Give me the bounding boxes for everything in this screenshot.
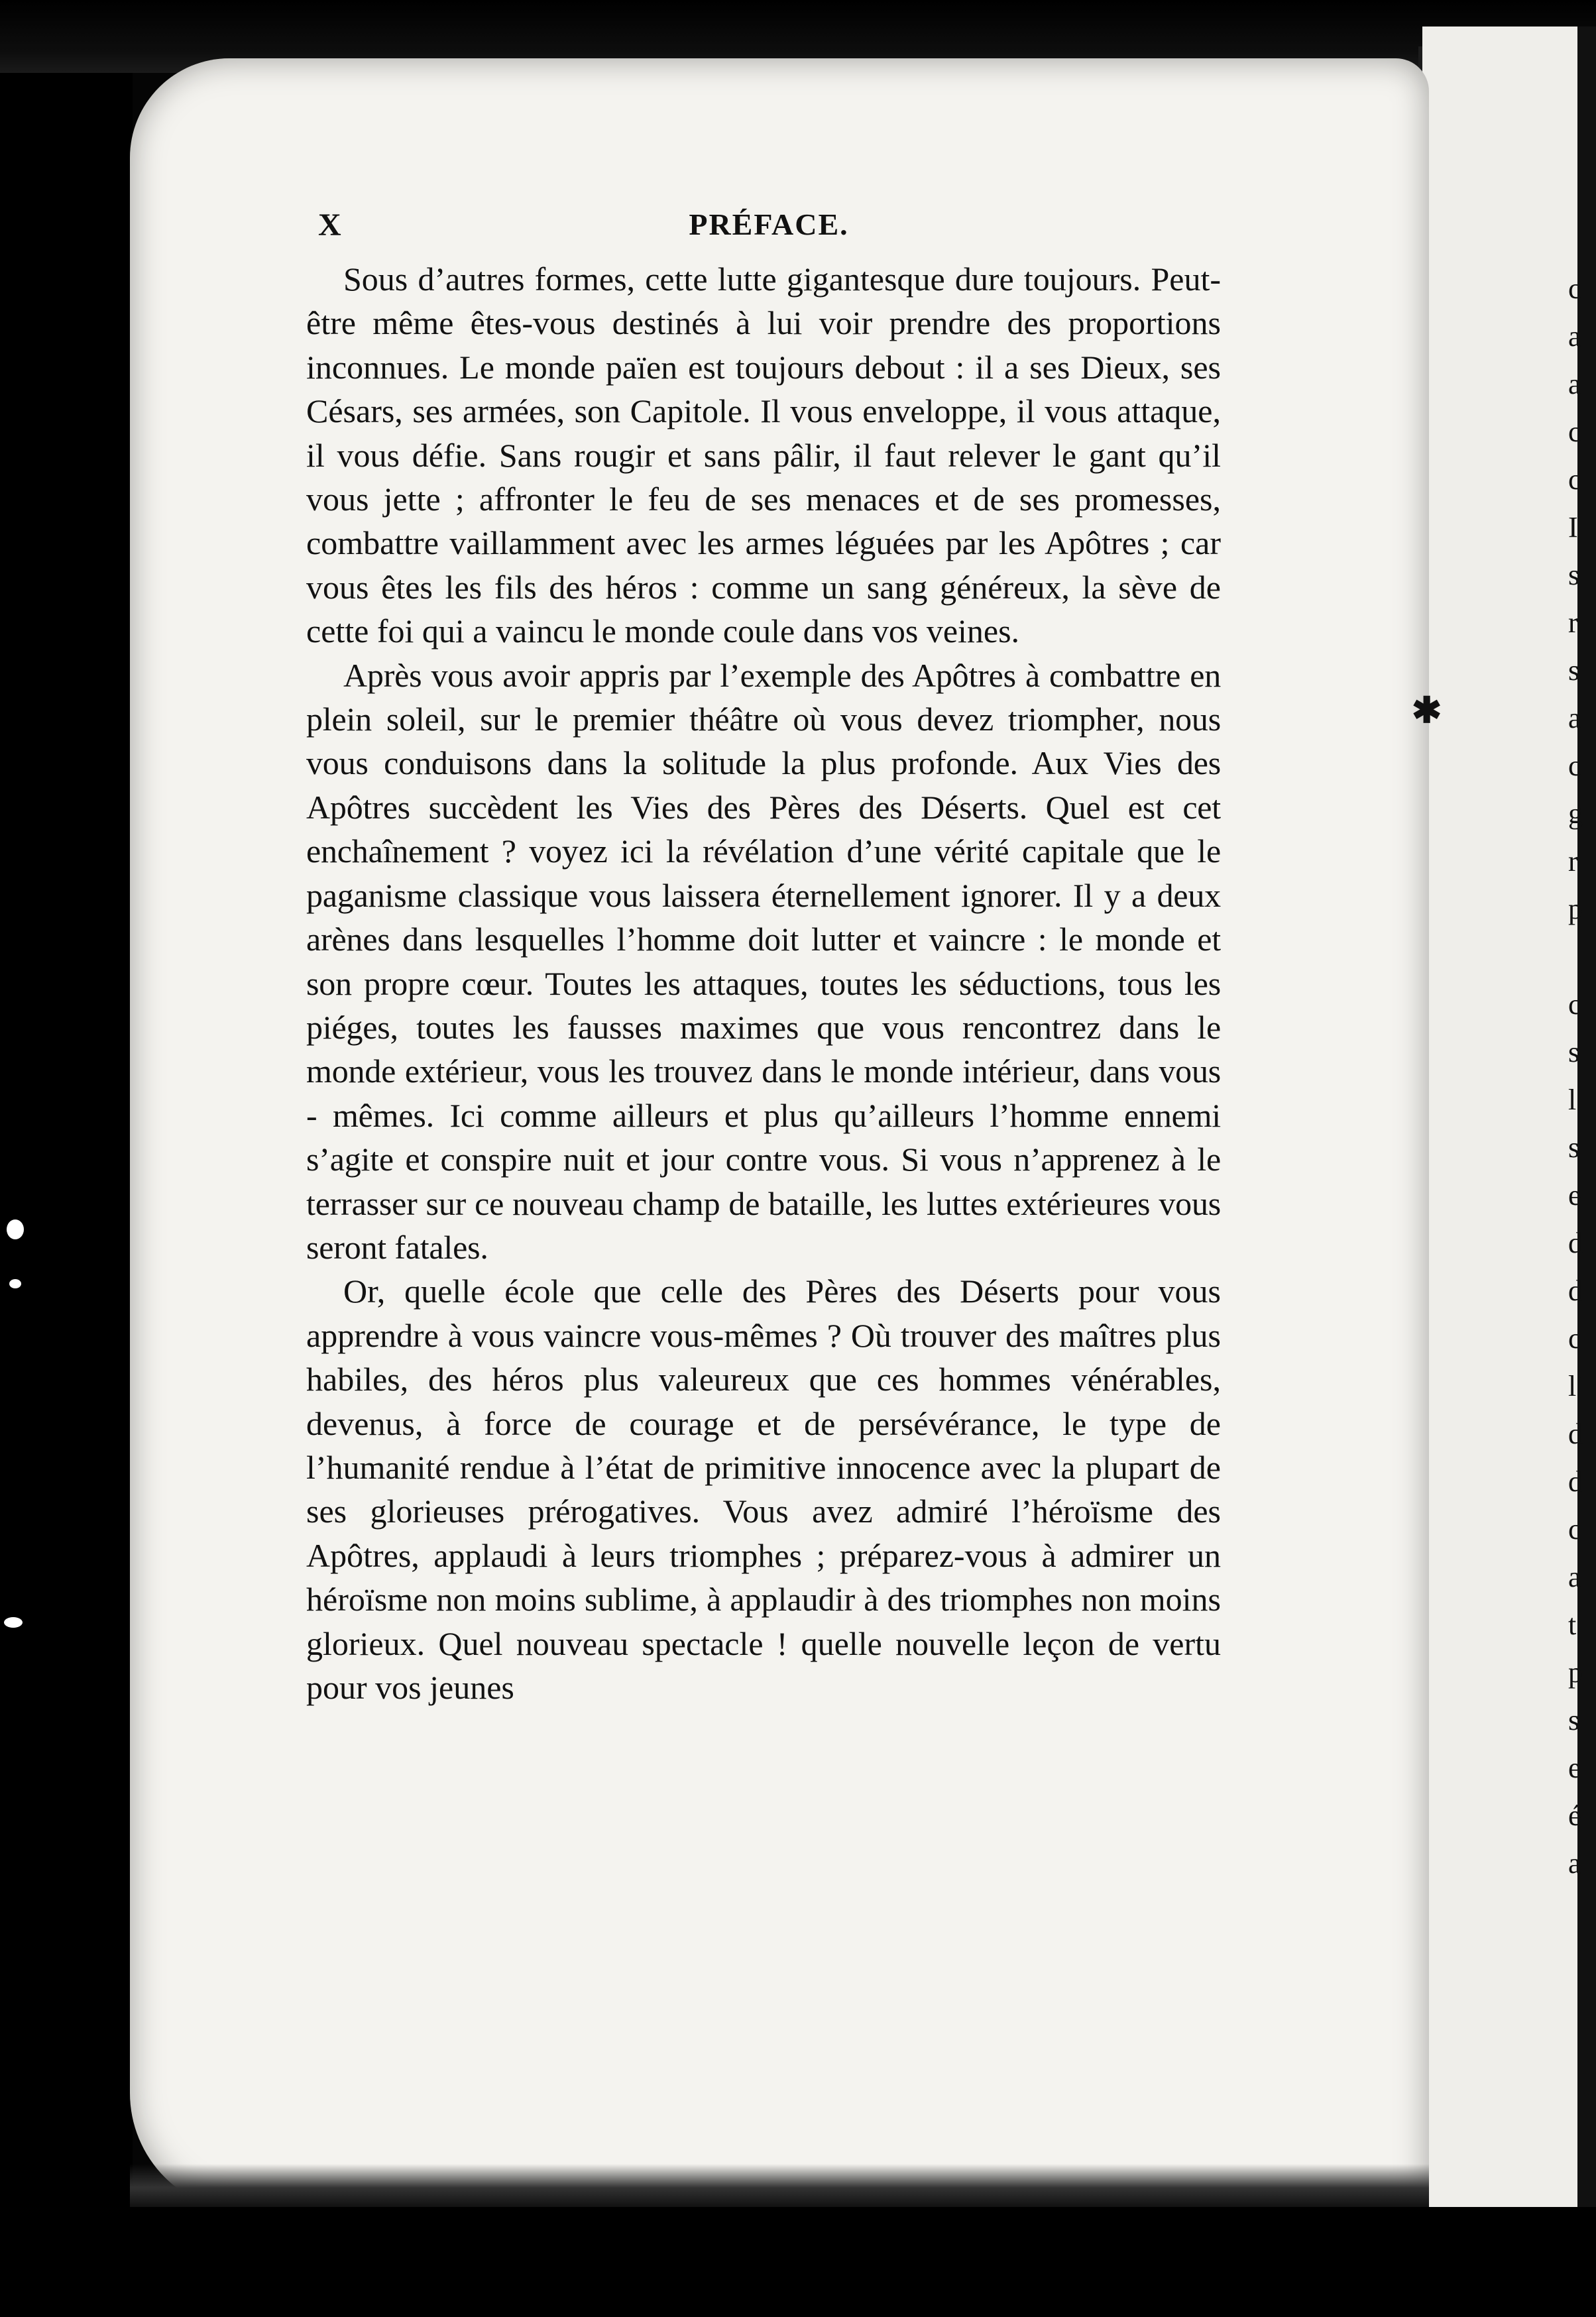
facing-page-fragment: p	[1568, 893, 1583, 925]
facing-page-fragment: é	[1568, 1799, 1581, 1832]
facing-page-fragment: c	[1568, 988, 1581, 1021]
running-head-title: PRÉFACE.	[689, 207, 849, 241]
facing-page-fragment: s	[1568, 1704, 1580, 1736]
facing-page-fragment: I	[1568, 511, 1578, 543]
running-head	[318, 207, 1220, 247]
facing-page-fragment: l	[1568, 1084, 1577, 1116]
facing-page-fragment: l'	[1568, 1370, 1582, 1402]
facing-page-fragment: d	[1568, 1465, 1583, 1498]
facing-page-fragment: s	[1568, 1131, 1580, 1164]
facing-page-text-fragments	[1568, 265, 1581, 1888]
body-text	[306, 257, 1221, 1709]
page-number: X	[318, 207, 341, 243]
scan-bottom-border	[0, 2207, 1596, 2317]
facing-page-fragment: c	[1568, 1513, 1581, 1546]
facing-page-fragment: p	[1568, 1656, 1583, 1689]
facing-page-fragment: r	[1568, 845, 1578, 877]
scan-speck	[7, 1219, 24, 1239]
facing-page-fragment: d	[1568, 1418, 1583, 1450]
facing-page-fragment: c	[1568, 272, 1581, 305]
facing-page-fragment: t	[1568, 1609, 1577, 1641]
facing-page-fragment: g	[1568, 797, 1583, 830]
facing-page-fragment: c	[1568, 463, 1581, 496]
facing-page-fragment: e	[1568, 1179, 1581, 1212]
facing-page-fragment: d	[1568, 1227, 1583, 1259]
facing-page-fragment: s	[1568, 1036, 1580, 1068]
facing-page-fragment: a	[1568, 1847, 1581, 1880]
facing-page-fragment: r	[1568, 606, 1578, 639]
facing-page-fragment: c	[1568, 416, 1581, 448]
facing-page-fragment: e	[1568, 1752, 1581, 1784]
paragraph-2: Après vous avoir appris par l’exemple des Apôtres à combattre en plein soleil, sur le premier théâtre où vous devez triompher, nous vous conduisons dans la solitude la plus profonde. Aux Vies des Apôtres succèdent les Vies des Pères des Déserts. Quel est cet enchaînement ? voyez ici la révélation d’une vérité capitale que le paganisme classique vous laissera éternellement ignorer. Il y a deux arènes dans lesquelles l’homme doit lutter et vaincre : le monde et son propre cœur. Toutes les attaques, toutes les séductions, tous les piéges, toutes les fausses maximes que vous rencontrez dans le monde extérieur, vous les trouvez dans le monde intérieur, dans vous - mêmes. Ici comme ailleurs et plus qu’ailleurs l’homme ennemi s’agite et conspire nuit et jour contre vous. Si vous n’apprenez à le terrasser sur ce nouveau champ de bataille, les luttes extérieures vous seront fatales.	[306, 656, 1221, 1266]
gutter-mark-icon: ✱	[1412, 691, 1442, 730]
scan-speck	[4, 1617, 23, 1628]
facing-page-fragment: c	[1568, 750, 1581, 782]
paragraph-1: Sous d’autres formes, cette lutte gigantesque dure toujours. Peut-être même êtes-vous destinés à lui voir prendre des proportions inconnues. Le monde païen est toujours debout : il a ses Dieux, ses Césars, ses armées, son Capitole. Il vous enveloppe, il vous attaque, il vous défie. Sans rougir et sans pâlir, il faut relever le gant qu’il vous jette ; affronter le feu de ses menaces et de ses promesses, combattre vaillamment avec les armes léguées par les Apôtres ; car vous êtes les fils des héros : comme un sang généreux, la sève de cette foi qui a vaincu le monde coule dans vos veines.	[306, 260, 1221, 650]
facing-page-fragment: a	[1568, 702, 1581, 734]
facing-page-fragment: s	[1568, 654, 1580, 687]
facing-page-fragment: c	[1568, 1322, 1581, 1355]
facing-page-fragment: d	[1568, 1274, 1583, 1307]
facing-page-fragment: a	[1568, 320, 1581, 353]
scan-left-border	[0, 0, 133, 2317]
paragraph-3: Or, quelle école que celle des Pères des Déserts pour vous apprendre à vous vaincre vous-mêmes ? Où trouver des maîtres plus habiles, des héros plus valeureux que ces hommes vénérables, devenus, à force de courage et de persévérance, le type de l’humanité rendue à l’état de primitive innocence avec la plupart de ses glorieuses prérogatives. Vous avez admiré l’héroïsme des Apôtres, applaudi à leurs triomphes ; préparez-vous à admirer un héroïsme non moins sublime, à applaudir à des triomphes non moins glorieux. Quel nouveau spectacle ! quelle nouvelle leçon de vertu pour vos jeunes	[306, 1272, 1221, 1706]
facing-page-fragment: a	[1568, 368, 1581, 400]
facing-page-fragment: s	[1568, 559, 1580, 591]
scan-speck	[9, 1279, 21, 1288]
facing-page-fragment: a	[1568, 1561, 1581, 1593]
